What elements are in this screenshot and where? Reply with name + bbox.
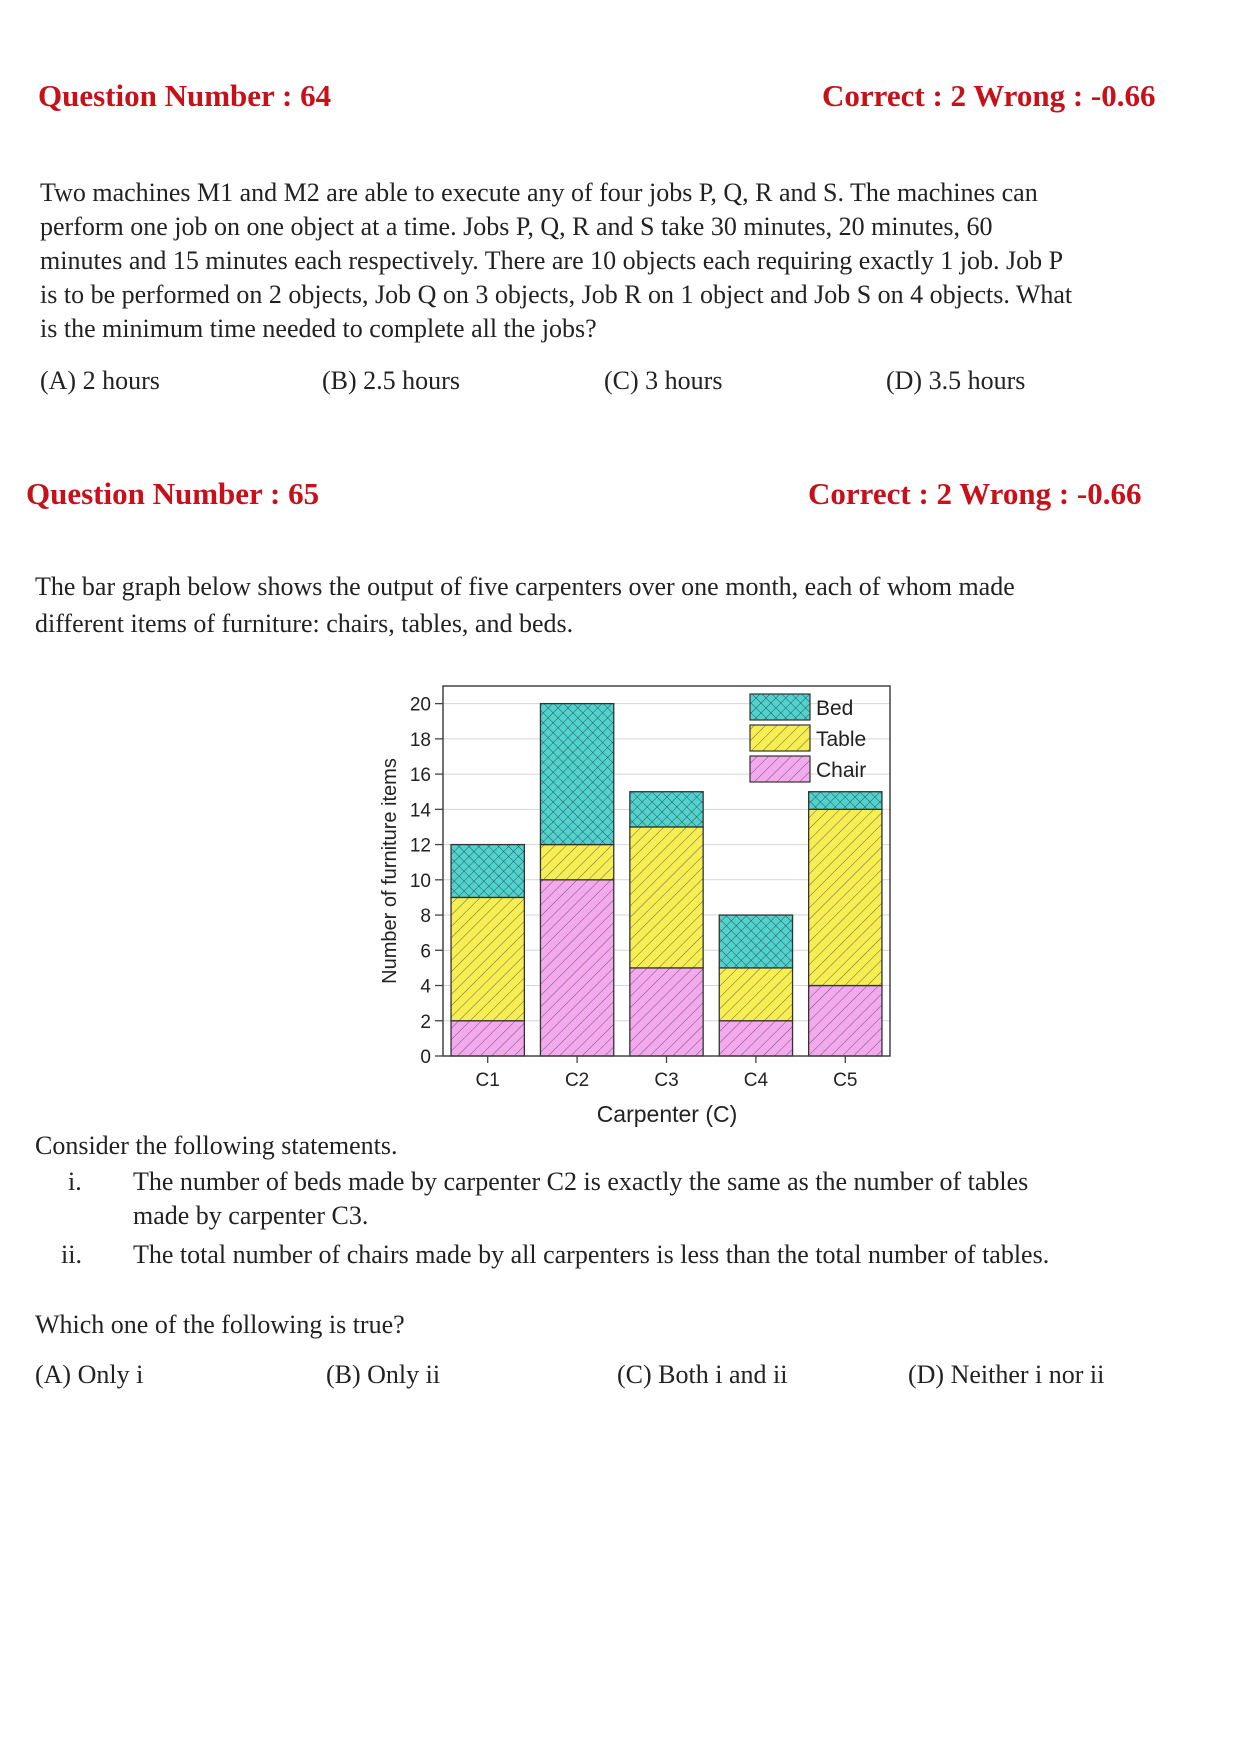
legend-label: Chair — [816, 759, 867, 782]
question-64-text — [40, 176, 1072, 346]
marking-scheme: Correct : 2 Wrong : -0.66 — [822, 78, 1156, 113]
statement-text — [133, 1238, 1240, 1272]
bar-hatch-chair — [630, 968, 703, 1056]
y-tick-label: 18 — [409, 729, 431, 751]
question-64-header — [0, 78, 1240, 118]
bar-hatch-table — [540, 845, 613, 880]
question-number: Question Number : 65 — [26, 476, 320, 511]
consider-line: Consider the following statements. — [35, 1131, 398, 1160]
x-tick-label: C5 — [833, 1070, 858, 1091]
chart-svg — [370, 668, 910, 1133]
y-tick-label: 2 — [420, 1011, 431, 1033]
text-line: is the minimum time needed to complete all the jobs? — [40, 314, 597, 343]
bar-hatch-bed — [451, 845, 524, 898]
statement-number: i. — [68, 1167, 82, 1196]
legend — [750, 694, 866, 782]
text-line: The number of beds made by carpenter C2 is exactly the same as the number of tables — [133, 1167, 1029, 1196]
question-65-prompt: Which one of the following is true? — [35, 1310, 405, 1339]
statement-number: ii. — [61, 1240, 82, 1269]
y-tick-label: 6 — [420, 941, 431, 963]
option-c[interactable]: (C) Both i and ii — [617, 1360, 788, 1389]
marking-scheme: Correct : 2 Wrong : -0.66 — [808, 476, 1142, 511]
option-a[interactable]: (A) Only i — [35, 1360, 144, 1389]
statement-ii — [58, 1238, 1218, 1274]
furniture-bar-chart — [370, 668, 910, 1133]
text-line: Two machines M1 and M2 are able to execute any of four jobs P, Q, R and S. The machines can — [40, 178, 1038, 207]
option-c[interactable]: (C) 3 hours — [604, 366, 723, 395]
legend-label: Bed — [816, 697, 854, 720]
question-65-intro — [35, 568, 1015, 642]
statement-i — [58, 1165, 1218, 1237]
option-d[interactable]: (D) Neither i nor ii — [908, 1360, 1105, 1389]
y-tick-label: 20 — [409, 694, 431, 716]
y-tick-label: 10 — [409, 870, 431, 892]
y-tick-label: 0 — [420, 1047, 431, 1068]
statement-text — [133, 1165, 1240, 1233]
y-tick-label: 4 — [420, 976, 431, 998]
option-d[interactable]: (D) 3.5 hours — [886, 366, 1026, 395]
bar-hatch-table — [451, 897, 524, 1020]
option-b[interactable]: (B) Only ii — [326, 1360, 441, 1389]
bar-hatch-bed — [809, 792, 882, 810]
question-65-options — [0, 1360, 1240, 1400]
text-line: The bar graph below shows the output of five carpenters over one month, each of whom made — [35, 572, 1015, 601]
option-b[interactable]: (B) 2.5 hours — [322, 366, 460, 395]
legend-label: Table — [816, 728, 867, 751]
x-tick-label: C2 — [564, 1070, 590, 1091]
question-64-options — [0, 366, 1240, 406]
bar-hatch-chair — [540, 880, 613, 1056]
text-line: is to be performed on 2 objects, Job Q on 3 objects, Job R on 1 object and Job S on 4 objects. What — [40, 280, 1073, 309]
x-tick-label: C1 — [475, 1070, 500, 1091]
bar-hatch-chair — [451, 1021, 524, 1056]
legend-swatch-hatch — [750, 725, 810, 751]
legend-swatch-hatch — [750, 756, 810, 782]
y-tick-label: 14 — [409, 800, 431, 822]
y-axis-label: Number of furniture items — [379, 758, 401, 984]
bar-hatch-table — [809, 809, 882, 985]
question-number: Question Number : 64 — [38, 78, 332, 113]
bar-hatch-chair — [719, 1021, 792, 1056]
y-tick-label: 12 — [409, 835, 431, 857]
bar-hatch-table — [719, 968, 792, 1021]
question-65-header — [0, 476, 1240, 516]
bar-hatch-table — [630, 827, 703, 968]
bar-hatch-bed — [540, 704, 613, 845]
x-axis-label: Carpenter (C) — [596, 1101, 738, 1127]
text-line: perform one job on one object at a time. Jobs P, Q, R and S take 30 minutes, 20 minutes, 60 — [40, 212, 993, 241]
text-line: made by carpenter C3. — [133, 1201, 369, 1230]
bars — [451, 704, 882, 1056]
y-tick-label: 8 — [420, 906, 431, 928]
text-line: The total number of chairs made by all carpenters is less than the total number of tables. — [133, 1240, 1050, 1269]
x-tick-label: C3 — [654, 1070, 679, 1091]
x-tick-label: C4 — [743, 1070, 769, 1091]
text-line: minutes and 15 minutes each respectively. There are 10 objects each requiring exactly 1 job. Job P — [40, 246, 1064, 275]
legend-swatch-hatch — [750, 694, 810, 720]
option-a[interactable]: (A) 2 hours — [40, 366, 160, 395]
y-tick-label: 16 — [409, 765, 431, 787]
bar-hatch-bed — [630, 792, 703, 827]
bar-hatch-chair — [809, 986, 882, 1056]
text-line: different items of furniture: chairs, tables, and beds. — [35, 609, 574, 638]
bar-hatch-bed — [719, 915, 792, 968]
